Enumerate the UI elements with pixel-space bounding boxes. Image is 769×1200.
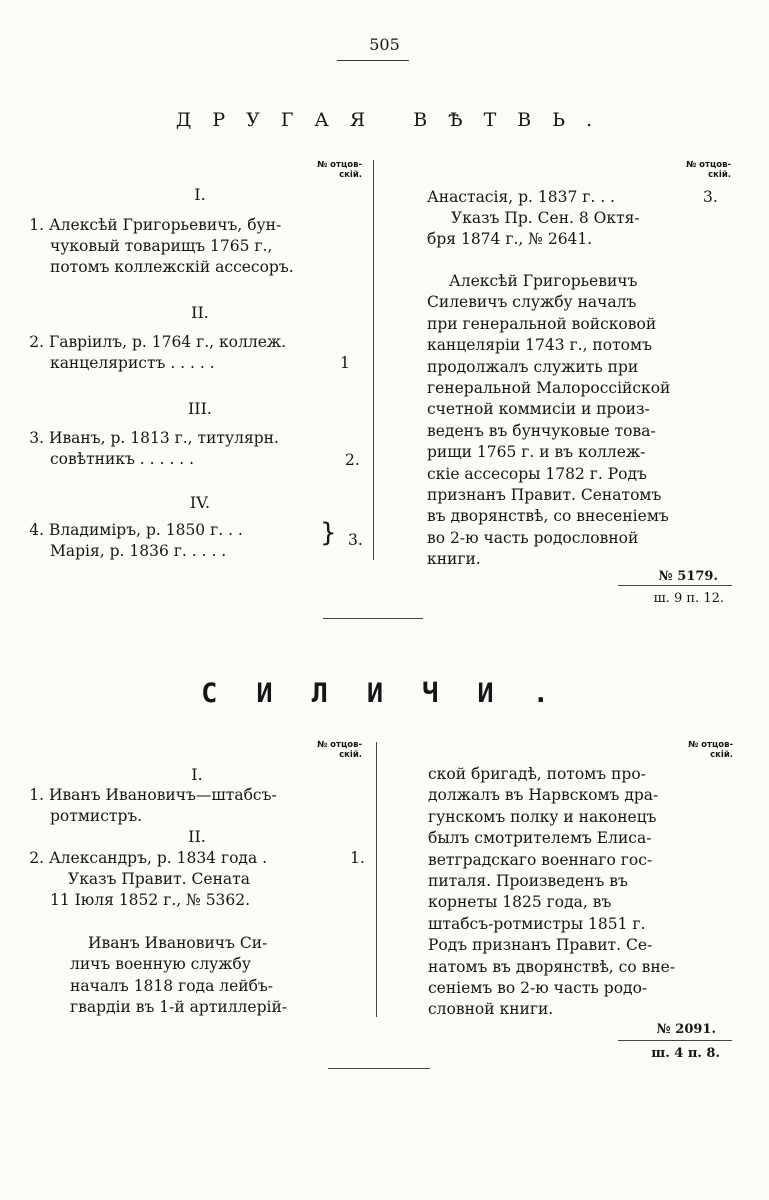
record-rule-2 [618, 1040, 732, 1041]
record-number-2: № 2091. [656, 1022, 716, 1037]
para-line: штабсъ-ротмистры 1851 г. [428, 914, 646, 933]
entry-text: чуковый товарищъ 1765 г., [50, 237, 273, 255]
page-number-rule [337, 60, 409, 61]
entry-text: Александръ, р. 1834 года . [48, 849, 268, 867]
biography-paragraph-1 [427, 271, 709, 571]
para-line: ветградскаго военнаго гос- [428, 850, 653, 869]
para-line: счетной коммисіи и произ- [427, 400, 650, 419]
generation-4: IV. [189, 493, 211, 512]
entry-number: 4. [29, 521, 44, 539]
entry-2 [22, 848, 372, 911]
entry-3-ref: 2. [345, 451, 360, 469]
col-header-right-2 [667, 740, 733, 760]
entry-2-ref: 1 [340, 354, 350, 372]
page-number: 505 [369, 35, 400, 54]
col-header-line: скій. [710, 750, 733, 760]
col-header-line: № отцов- [688, 740, 733, 750]
para-line: Силевичъ службу началъ [427, 293, 637, 312]
para-line: рищи 1765 г. и въ коллеж- [427, 443, 646, 462]
entry-text: Алексѣй Григорьевичъ, бун- [48, 216, 282, 234]
entry-text: Анастасія, р. 1837 г. . . [427, 188, 615, 206]
entry-number: 1. [29, 786, 44, 804]
para-line: признанъ Правит. Сенатомъ [427, 486, 662, 505]
para-line: при генеральной войсковой [427, 314, 657, 333]
entry-text: Гавріилъ, р. 1764 г., коллеж. [48, 333, 287, 351]
para-line: генеральной Малороссійской [427, 379, 671, 398]
entry-2-ref: 1. [350, 849, 365, 867]
entry-number: 2. [29, 333, 44, 351]
para-line: натомъ въ дворянствѣ, со вне- [428, 957, 676, 976]
col-header-line: скій. [708, 170, 731, 180]
para-line: книги. [427, 550, 481, 569]
column-divider-1 [373, 160, 374, 560]
col-header-line: № отцов- [686, 160, 731, 170]
entry-text: Указъ Правит. Сената [68, 870, 250, 888]
entry-text: Иванъ, р. 1813 г., титулярн. [48, 429, 279, 447]
entry-anastasia-ref: 3. [703, 188, 718, 206]
para-line: корнеты 1825 года, въ [428, 893, 612, 912]
entry-text: 11 Іюля 1852 г., № 5362. [50, 891, 251, 909]
para-line: личъ военную службу [70, 955, 252, 974]
brace-icon: } [320, 518, 337, 548]
entry-text: Иванъ Ивановичъ—штабсъ- [48, 786, 277, 804]
para-line: Алексѣй Григорьевичъ [449, 272, 638, 290]
record-location-1: ш. 9 п. 12. [653, 591, 724, 606]
column-divider-2 [376, 742, 377, 1017]
para-line: веденъ въ бунчуковые това- [427, 421, 656, 440]
entry-text: потомъ коллежскій ассесоръ. [50, 258, 294, 276]
section-divider-1 [323, 618, 423, 619]
entry-3 [22, 428, 372, 470]
para-line: въ дворянствѣ, со внесеніемъ [427, 507, 669, 526]
generation-1: I. [194, 185, 206, 204]
entry-text: бря 1874 г., № 2641. [427, 230, 593, 248]
entry-text: канцеляристъ . . . . . [50, 354, 215, 372]
col-header-line: скій. [339, 750, 362, 760]
para-line: должалъ въ Нарвскомъ дра- [428, 786, 659, 805]
col-header-left-1 [300, 160, 362, 180]
entry-4 [22, 520, 342, 562]
generation-2: II. [188, 827, 206, 846]
biography-paragraph-2a [70, 933, 328, 1019]
para-line: гунскомъ полку и наконецъ [428, 807, 657, 826]
para-line: Иванъ Ивановичъ Си- [88, 934, 268, 952]
col-header-line: № отцов- [317, 160, 362, 170]
entry-anastasia [427, 187, 727, 250]
entry-2 [22, 332, 372, 374]
biography-paragraph-2b [428, 764, 700, 1021]
generation-1: I. [191, 765, 203, 784]
para-line: питаля. Произведенъ въ [428, 872, 628, 891]
section-title-silichi: СИЛИЧИ. [201, 678, 588, 709]
record-location-2: ш. 4 п. 8. [651, 1046, 720, 1061]
col-header-line: скій. [339, 170, 362, 180]
entry-text: Владиміръ, р. 1850 г. . . [48, 521, 243, 539]
section-title-drugaya-vetv: ДРУГАЯ ВѢТВЬ. [175, 109, 614, 131]
entry-text: совѣтникъ . . . . . . [50, 450, 194, 468]
para-line: во 2-ю часть родословной [427, 528, 639, 547]
record-rule-1 [618, 585, 732, 586]
entry-text: ротмистръ. [50, 807, 143, 825]
entry-1 [22, 785, 372, 827]
col-header-left-2 [300, 740, 362, 760]
generation-3: III. [187, 399, 213, 418]
entry-4-ref: 3. [348, 531, 363, 549]
para-line: гвардіи въ 1-й артиллерій- [70, 998, 288, 1017]
entry-number: 3. [29, 429, 44, 447]
para-line: былъ смотрителемъ Елиса- [428, 829, 652, 848]
entry-text: Марія, р. 1836 г. . . . . [50, 542, 227, 560]
para-line: словной книги. [428, 1000, 554, 1019]
generation-2: II. [191, 303, 209, 322]
entry-number: 1. [29, 216, 44, 234]
para-line: ской бригадѣ, потомъ про- [428, 765, 646, 783]
entry-text: Указъ Пр. Сен. 8 Октя- [451, 209, 640, 227]
col-header-line: № отцов- [317, 740, 362, 750]
para-line: канцеляріи 1743 г., потомъ [427, 336, 652, 355]
record-number-1: № 5179. [658, 569, 718, 584]
entry-1 [22, 215, 372, 278]
para-line: скіе ассесоры 1782 г. Родъ [427, 464, 647, 483]
para-line: продолжалъ служить при [427, 357, 639, 376]
col-header-right-1 [665, 160, 731, 180]
para-line: Родъ признанъ Правит. Се- [428, 936, 653, 955]
para-line: сеніемъ во 2-ю часть родо- [428, 979, 648, 998]
para-line: началъ 1818 года лейбъ- [70, 976, 274, 995]
section-divider-2 [328, 1068, 430, 1069]
entry-number: 2. [29, 849, 44, 867]
